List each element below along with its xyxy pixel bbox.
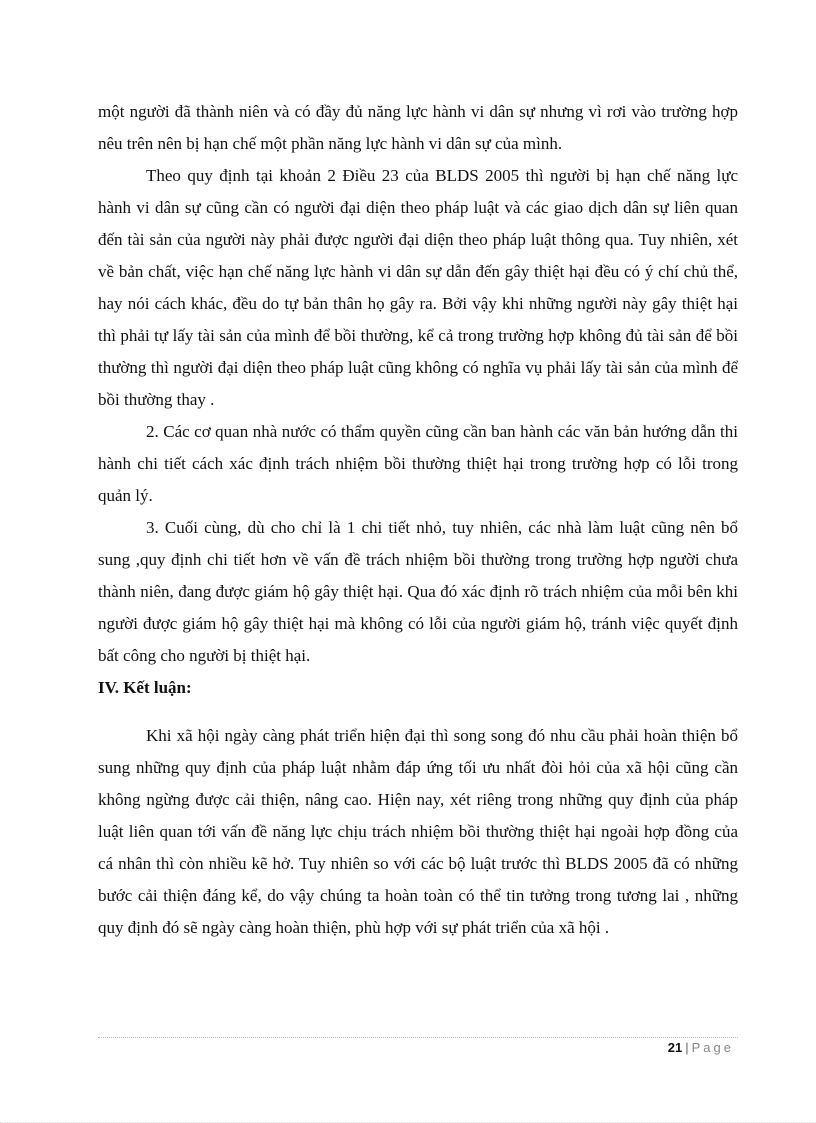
paragraph-conclusion: Khi xã hội ngày càng phát triển hiện đại thì song song đó nhu cầu phải hoàn thiện bổ sung những quy định của pháp luật nhằm đáp ứng tối ưu nhất đòi hỏi của xã hội cũng cần không ngừng được cải thiện, nâng cao. Hiện nay, xét riêng trong những quy định của pháp luật liên quan tới vấn đề năng lực chịu trách nhiệm bồi thường thiệt hại ngoài hợp đồng của cá nhân thì còn nhiều kẽ hở. Tuy nhiên so với các bộ luật trước thì BLDS 2005 đã có những bước cải thiện đáng kể, do vậy chúng ta hoàn toàn có thể tin tưởng trong tương lai , những quy định đó sẽ ngày càng hoàn thiện, phù hợp với sự phát triển của xã hội . [98, 726, 738, 937]
page-footer [668, 1040, 734, 1055]
paragraph-article-23: Theo quy định tại khoản 2 Điều 23 của BLDS 2005 thì người bị hạn chế năng lực hành vi dân sự cũng cần có người đại diện theo pháp luật và các giao dịch dân sự liên quan đến tài sản của người này phải được người đại diện theo pháp luật thông qua. Tuy nhiên, xét về bản chất, việc hạn chế năng lực hành vi dân sự dẫn đến gây thiệt hại đều có ý chí chủ thể, hay nói cách khác, đều do tự bản thân họ gây ra. Bởi vậy khi những người này gây thiệt hại thì phải tự lấy tài sản của mình để bồi thường, kể cả trong trường hợp không đủ tài sản để bồi thường thì người đại diện theo pháp luật cũng không có nghĩa vụ phải lấy tài sản của mình để bồi thường thay . [98, 166, 738, 409]
section-heading: IV. Kết luận: [98, 678, 192, 697]
paragraph-recommendation-3: 3. Cuối cùng, dù cho chỉ là 1 chi tiết nhỏ, tuy nhiên, các nhà làm luật cũng nên bổ sung ,quy định chi tiết hơn về vấn đề trách nhiệm bồi thường trong trường hợp người chưa thành niên, đang được giám hộ gây thiệt hại. Qua đó xác định rõ trách nhiệm của mỗi bên khi người được giám hộ gây thiệt hại mà không có lỗi của người giám hộ, tránh việc quyết định bất công cho người bị thiệt hại. [98, 518, 738, 665]
page-body [98, 96, 738, 944]
page-number: 21 [667, 1040, 683, 1055]
footer-separator: | [685, 1040, 689, 1055]
paragraph-continuation: một người đã thành niên và có đầy đủ năng lực hành vi dân sự nhưng vì rơi vào trường hợp nêu trên nên bị hạn chế một phần năng lực hành vi dân sự của mình. [98, 102, 738, 153]
footer-divider [98, 1037, 738, 1038]
paragraph-recommendation-2: 2. Các cơ quan nhà nước có thẩm quyền cũng cần ban hành các văn bản hướng dẫn thi hành chi tiết cách xác định trách nhiệm bồi thường thiệt hại trong trường hợp có lỗi trong quản lý. [98, 422, 738, 505]
page-label: Page [691, 1040, 734, 1055]
